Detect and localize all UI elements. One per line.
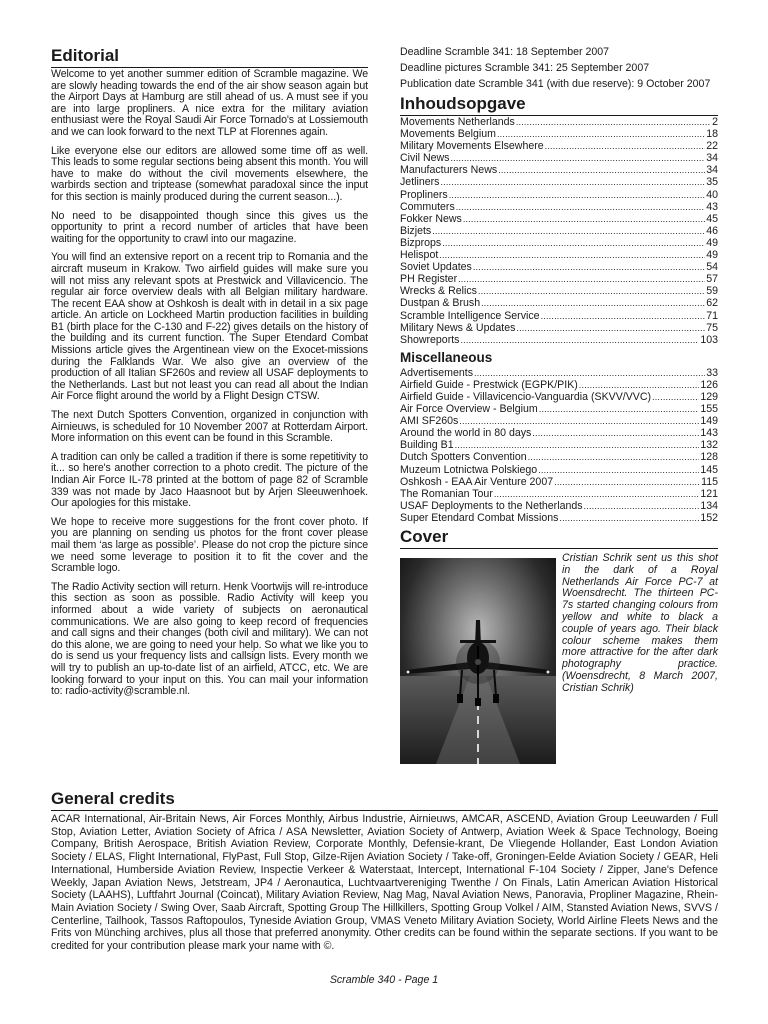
dot-leader <box>545 140 706 152</box>
dot-leader <box>494 488 699 500</box>
contents-entry-page: 45 <box>706 212 718 225</box>
cover-section <box>400 553 718 759</box>
contents-entry <box>400 427 718 439</box>
contents-entry <box>400 512 718 524</box>
contents-entry-label: Helispot <box>400 249 439 262</box>
editorial-paragraph: You will find an extensive report on a recent trip to Romania and the aircraft museum in Krakow. Two airfield guides will make sure you will not miss any relevant spots at Prestwick and Villavicencio. The regular air force overview deals with all Belgian military hardware. The recent EAA show at Oshkosh is dealt with in detail in a six page article. An article on Lockheed Martin production facilities in building B1 (birth place for the C-130 and F-22) gives details on the history of the building and its current function. The Super Etendard Combat Missions article gives the Argentinean view on the Exocet-missions during the Falklands War. We also give an overview of the production of all Italian SF260s and review all USAF deployments to the Netherlands. Last but not least you can read all about the Indian Air Force flight around the world by a Flight Design CTSW. <box>51 251 368 403</box>
contents-entry-label: Scramble Intelligence Service <box>400 309 540 322</box>
contents-entry-label: USAF Deployments to the Netherlands <box>400 499 583 512</box>
contents-entry-page: 126 <box>700 378 718 391</box>
contents-entry <box>400 201 718 213</box>
contents-entry <box>400 152 718 164</box>
contents-entry <box>400 297 718 309</box>
dot-leader <box>432 225 705 237</box>
contents-entry-label: Dustpan & Brush <box>400 297 481 310</box>
page-footer: Scramble 340 - Page 1 <box>329 974 439 986</box>
contents-entry-label: Around the world in 80 days <box>400 427 532 440</box>
contents-entry-page: 132 <box>700 439 718 452</box>
contents-entry <box>400 310 718 322</box>
contents-entry-page: 49 <box>706 236 718 249</box>
contents-entry <box>400 334 718 346</box>
contents-entry-label: Soviet Updates <box>400 261 472 274</box>
contents-entry <box>400 116 718 128</box>
deadline-line: Publication date Scramble 341 (with due reserve): 9 October 2007 <box>400 78 711 90</box>
contents-entry-page: 152 <box>700 511 718 524</box>
contents-entry-label: Military Movements Elsewhere <box>400 140 544 153</box>
contents-entry <box>400 237 718 249</box>
contents-entry-page: 128 <box>700 451 718 464</box>
contents-entry <box>400 367 718 379</box>
dot-leader <box>478 285 705 297</box>
contents-entry-label: PH Register <box>400 273 458 286</box>
dot-leader <box>442 237 705 249</box>
contents-entry <box>400 261 718 273</box>
contents-entry <box>400 439 718 451</box>
contents-entry <box>400 273 718 285</box>
contents-title: Inhoudsopgave <box>400 94 718 116</box>
contents-entry-page: 103 <box>700 333 718 346</box>
deadline-line: Deadline pictures Scramble 341: 25 September 2007 <box>400 62 650 74</box>
contents-entry-label: Advertisements <box>400 366 474 379</box>
contents-entry-label: Movements Netherlands <box>400 116 515 128</box>
contents-entry-page: 71 <box>706 309 718 322</box>
editorial-paragraph: The Radio Activity section will return. Henk Voortwijs will re-introduce this section as soon as possible. Radio Activity will keep you informed about a wide variety of subjects on aeronautical communications. We are also going to keep record of frequencies and call signs and their changes (both civil and military). We can not do this alone, we are going to need your help. So what we like you to do is send us your frequency lists and callsign lists. Every month we will try to publish an up-to-date list of an airfield, ATCC, etc. We are looking forward to your input on this. You can mail your information to: radio-activity@scramble.nl. <box>51 580 368 698</box>
dot-leader <box>652 391 699 403</box>
dot-leader <box>516 322 705 334</box>
contents-entry <box>400 128 718 140</box>
contents-entry-page: 143 <box>700 427 718 440</box>
misc-list <box>400 367 718 524</box>
dot-leader <box>450 152 705 164</box>
credits-title: General credits <box>51 789 718 811</box>
contents-entry <box>400 176 718 188</box>
general-credits <box>51 789 718 953</box>
contents-entry <box>400 379 718 391</box>
dot-leader <box>460 334 699 346</box>
contents-entry <box>400 189 718 201</box>
contents-entry-label: Airfield Guide - Prestwick (EGPK/PIK) <box>400 378 578 391</box>
contents-entry-page: 149 <box>700 415 718 428</box>
dot-leader <box>584 500 700 512</box>
contents-entry-label: Muzeum Lotnictwa Polskiego <box>400 463 538 476</box>
contents-entry <box>400 322 718 334</box>
contents-entry <box>400 488 718 500</box>
contents-entry-page: 34 <box>706 164 718 177</box>
contents-entry-label: Jetliners <box>400 176 440 189</box>
dot-leader <box>532 427 699 439</box>
editorial-paragraph: Like everyone else our editors are allowed some time off as well. This leads to some regular sections being absent this month. You will have to make do without the civil movements elsewhere, the warbirds section and triptease (somewhat paradoxal since the input for this section is mainly produced during the current season...). <box>51 144 368 203</box>
contents-entry-page: 49 <box>706 249 718 262</box>
contents-entry-label: Building B1 <box>400 439 454 452</box>
cover-caption: Cristian Schrik sent us this shot in the dark of a Royal Netherlands Air Force PC-7 at Woensdrecht. The thirteen PC-7s started changing colours from yellow and white to black a couple of years ago. Their black colour scheme makes them more attractive for the after dark photography practice. (Woensdrecht, 8 March 2007, Cristian Schrik) <box>562 552 718 694</box>
dot-leader <box>449 189 706 201</box>
editorial-paragraph: Welcome to yet another summer edition of Scramble magazine. We are slowly heading towards the end of the air show season again but the Airport Days at Hamburg are still ahead of us. A must see if you are into large propliners. A nice extra for the military aviation enthusiast were the Royal Saudi Air Force Tornado's at Lossiemouth and we can look forward to the next TLP at Florennes again. <box>51 68 368 138</box>
cover-title: Cover <box>400 527 718 549</box>
dot-leader <box>498 164 705 176</box>
contents-entry-page: 35 <box>706 176 718 189</box>
editorial-paragraph: The next Dutch Spotters Convention, organized in conjunction with Airnieuws, is scheduled for 10 November 2007 at Rotterdam Airport. More information on this event can be found in this Scramble. <box>51 409 368 445</box>
contents-entry-page: 40 <box>706 188 718 201</box>
contents-entry-page: 33 <box>706 366 718 379</box>
deadlines <box>400 46 718 90</box>
dot-leader <box>456 201 705 213</box>
contents-entry-label: Wrecks & Relics <box>400 285 477 298</box>
contents-entry <box>400 391 718 403</box>
contents-entry-label: Bizjets <box>400 224 432 237</box>
contents-entry-page: 22 <box>706 140 718 153</box>
editorial-paragraph: No need to be disappointed though since this gives us the opportunity to print a record number of articles that have been waiting for the opportunity to crawl into our magazine. <box>51 209 368 245</box>
dot-leader <box>474 367 705 379</box>
editorial-paragraph: We hope to receive more suggestions for the front cover photo. If you are planning on sending us photos for the front cover please mail them ‘as large as possible’. Please do not crop the picture since we need some leverage to position it to fit the cover and the Scramble logo. <box>51 515 368 575</box>
contents-entry-label: Air Force Overview - Belgium <box>400 403 538 416</box>
contents-entry-page: 34 <box>706 152 718 165</box>
contents-entry-page: 57 <box>706 273 718 286</box>
right-column <box>400 46 718 759</box>
contents-entry-label: Propliners <box>400 188 448 201</box>
contents-entry-page: 62 <box>706 297 718 310</box>
contents-entry-page: 54 <box>706 261 718 274</box>
contents-entry <box>400 403 718 415</box>
dot-leader <box>439 249 705 261</box>
editorial-body <box>51 69 368 698</box>
contents-entry <box>400 164 718 176</box>
contents-entry <box>400 285 718 297</box>
contents-entry <box>400 451 718 463</box>
contents-entry-label: Airfield Guide - Villavicencio-Vanguardia (SKVV/VVC) <box>400 390 652 403</box>
deadline-line: Deadline Scramble 341: 18 September 2007 <box>400 46 610 58</box>
dot-leader <box>458 273 705 285</box>
contents-entry-label: Civil News <box>400 152 450 165</box>
editorial-paragraph: A tradition can only be called a tradition if there is some repetitivity to it... so here's another correction to a photo credit. The picture of the Indian Air Force IL-78 printed at the bottom of page 82 of Scramble 339 was not made by Jaco Haasnoot but by Arjen Sleeuwenhoek. Our apologies for this mistake. <box>51 450 368 510</box>
contents-entry <box>400 225 718 237</box>
contents-entry-page: 155 <box>700 403 718 416</box>
contents-entry <box>400 476 718 488</box>
contents-entry-label: Military News & Updates <box>400 321 516 334</box>
dot-leader <box>473 261 705 273</box>
dot-leader <box>554 476 700 488</box>
contents-entry-label: Dutch Spotters Convention <box>400 451 527 464</box>
editorial-column <box>51 46 368 705</box>
dot-leader <box>539 403 700 415</box>
dot-leader <box>516 116 711 128</box>
contents-entry <box>400 213 718 225</box>
dot-leader <box>440 176 705 188</box>
dot-leader <box>538 464 699 476</box>
contents-entry-label: Showreports <box>400 333 460 346</box>
contents-entry-page: 2 <box>712 116 718 128</box>
contents-entry-label: AMI SF260s <box>400 415 459 428</box>
contents-entry-page: 145 <box>700 463 718 476</box>
dot-leader <box>541 310 706 322</box>
contents-entry-label: The Romanian Tour <box>400 487 493 500</box>
contents-list <box>400 116 718 346</box>
pc7-aircraft-image <box>400 558 556 764</box>
editorial-title: Editorial <box>51 46 368 68</box>
contents-entry-label: Movements Belgium <box>400 128 496 141</box>
contents-entry <box>400 464 718 476</box>
contents-entry-page: 18 <box>706 128 718 141</box>
contents-entry <box>400 415 718 427</box>
contents-entry <box>400 140 718 152</box>
contents-entry-page: 43 <box>706 200 718 213</box>
contents-entry-page: 115 <box>701 475 718 488</box>
dot-leader <box>481 297 705 309</box>
contents-entry-page: 134 <box>700 499 718 512</box>
misc-title: Miscellaneous <box>400 349 493 365</box>
contents-entry-label: Commuters <box>400 200 455 213</box>
contents-entry-label: Manufacturers News <box>400 164 498 177</box>
contents-entry-page: 59 <box>706 285 718 298</box>
contents-entry-page: 129 <box>700 390 718 403</box>
dot-leader <box>455 439 700 451</box>
contents-entry-label: Fokker News <box>400 212 462 225</box>
contents-entry-label: Bizprops <box>400 236 442 249</box>
credits-text: ACAR International, Air-Britain News, Air Forces Monthly, Airbus Industrie, Airnieuws, AMCAR, ASCEND, Aviation Group Leeuwarden / Full Stop, Aviation Letter, Aviation Society of Africa / ASA Newsletter, Aviation Society of Antwerp, Aviation Week & Space Technology, Boeing Company, British Aerospace, British Aviation Review, Corporate Monthly, Defensie-krant, De Vliegende Hollander, East London Aviation Society / ELAS, Flight International, FlyPast, Full Stop, Gilze-Rijen Aviation Society / Take-off, Groningen-Eelde Aviation Society / GEAR, Heli International, Humberside Aviation Review, Inspectie Verkeer & Waterstaat, Intercept, International F-104 Society / Zipper, Jane's Defence Weekly, Japan Aviation News, Jetstream, JP4 / Aeronautica, Luchtvaartvereniging Twenthe / On Finals, Latin American Aviation Historical Society (LAAHS), Luftfahrt Journal (Coincat), Military Aviation Review, Nag Mag, Naval Aviation News, Panoravia, Propliner Magazine, Rhein-Main Aviation Society / Swing Over, Saab Aircraft, Spotting Group The Hillkillers, Spotting Group Volkel / AIM, Stansted Aviation News, SVVS / Centerline, Tailhook, Tassos Raftopoulos, Tyneside Aviation Group, VMAS Veneto Military Aviation Society, World Airline Fleets News and the Frits von Münching archives, plus all those that preferred anonymity. Other credits can be found within the separate sections. If you want to be credited for your contribution please mark your name with ©. <box>51 813 718 953</box>
contents-entry-label: Super Etendard Combat Missions <box>400 511 559 524</box>
cover-photo <box>400 558 556 764</box>
dot-leader <box>463 213 705 225</box>
dot-leader <box>528 451 700 463</box>
contents-entry-label: Oshkosh - EAA Air Venture 2007 <box>400 475 554 488</box>
contents-entry <box>400 500 718 512</box>
dot-leader <box>497 128 705 140</box>
dot-leader <box>579 379 700 391</box>
dot-leader <box>459 415 699 427</box>
contents-entry-page: 75 <box>706 321 718 334</box>
contents-entry <box>400 249 718 261</box>
contents-entry-page: 46 <box>706 224 718 237</box>
dot-leader <box>559 512 699 524</box>
contents-entry-page: 121 <box>700 487 718 500</box>
